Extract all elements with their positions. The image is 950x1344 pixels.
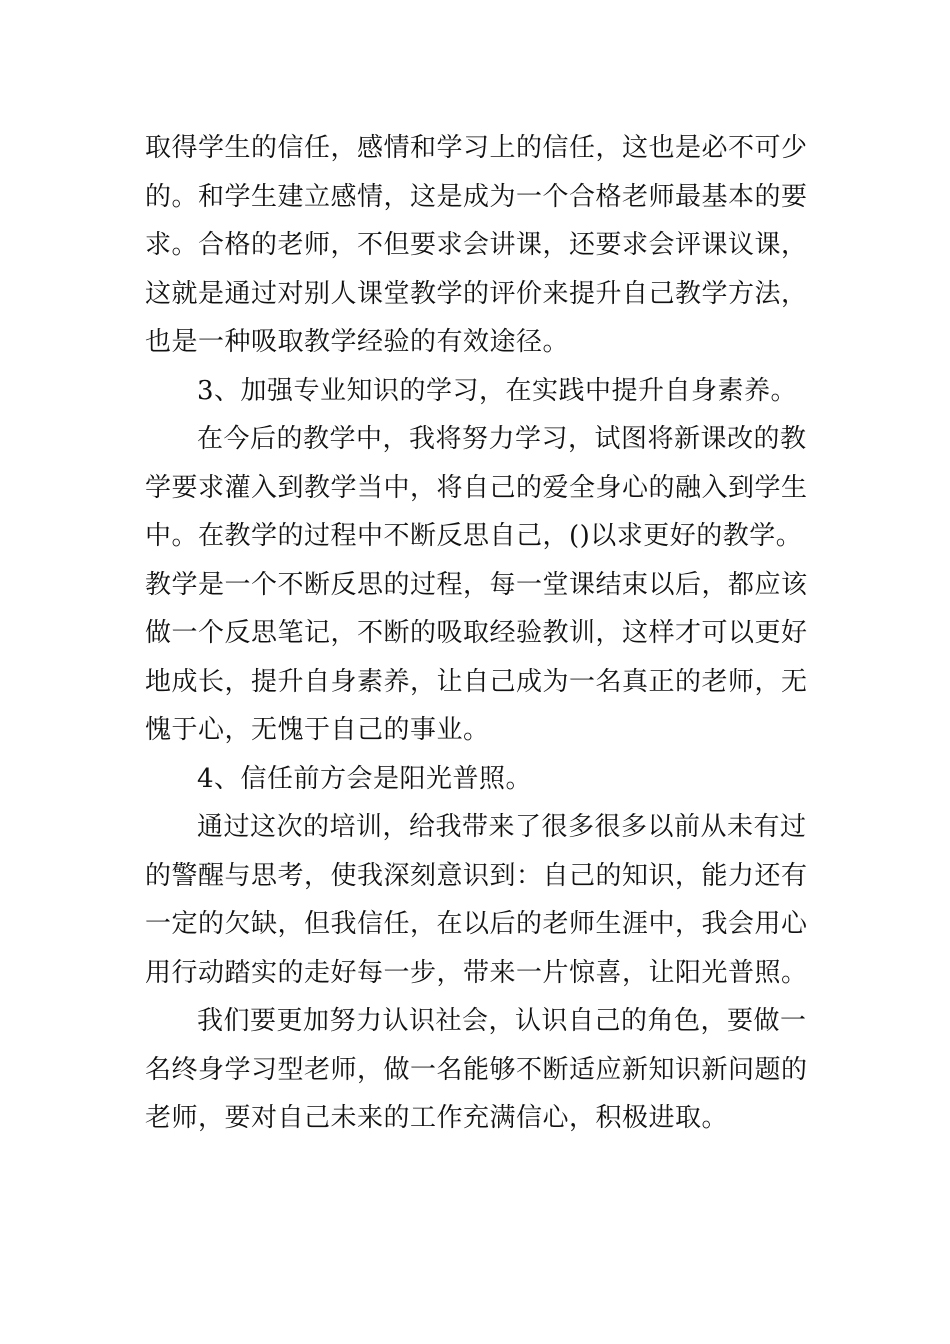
text-line: 教学是一个不断反思的过程，每一堂课结束以后，都应该 [145, 569, 808, 600]
text-line: 名终身学习型老师，做一名能够不断适应新知识新问题的 [145, 1054, 808, 1085]
text-line: 老师，要对自己未来的工作充满信心，积极进取。 [145, 1103, 729, 1133]
text-line: 在今后的教学中，我将努力学习，试图将新课改的教 [197, 424, 807, 454]
text-line: 学要求灌入到教学当中，将自己的爱全身心的融入到学生 [145, 472, 808, 503]
text-line: 一定的欠缺，但我信任，在以后的老师生涯中，我会用心 [145, 909, 808, 939]
text-line: 我们要更加努力认识社会，认识自己的角色，要做一 [197, 1006, 807, 1036]
text-line: 的警醒与思考，使我深刻意识到：自己的知识，能力还有 [145, 860, 808, 891]
text-line: 3、加强专业知识的学习，在实践中提升自身素养。 [197, 375, 798, 406]
text-line: 取得学生的信任，感情和学习上的信任，这也是必不可少 [145, 133, 808, 163]
text-line: 用行动踏实的走好每一步，带来一片惊喜，让阳光普照。 [145, 957, 808, 988]
text-line: 通过这次的培训，给我带来了很多很多以前从未有过 [197, 812, 807, 842]
text-line: 4、信任前方会是阳光普照。 [197, 763, 533, 794]
text-line: 求。合格的老师，不但要求会讲课，还要求会评课议课， [145, 230, 808, 260]
text-line: 也是一种吸取教学经验的有效途径。 [145, 327, 570, 357]
text-line: 做一个反思笔记，不断的吸取经验教训，这样才可以更好 [145, 618, 808, 648]
text-line: 的。和学生建立感情，这是成为一个合格老师最基本的要 [145, 181, 808, 212]
text-line: 愧于心，无愧于自己的事业。 [145, 715, 490, 745]
text-line: 这就是通过对别人课堂教学的评价来提升自己教学方法， [145, 278, 808, 309]
text-line: 地成长，提升自身素养，让自己成为一名真正的老师，无 [145, 666, 808, 697]
document-body [145, 124, 810, 1143]
text-line: 中。在教学的过程中不断反思自己，()以求更好的教学。 [145, 521, 803, 551]
